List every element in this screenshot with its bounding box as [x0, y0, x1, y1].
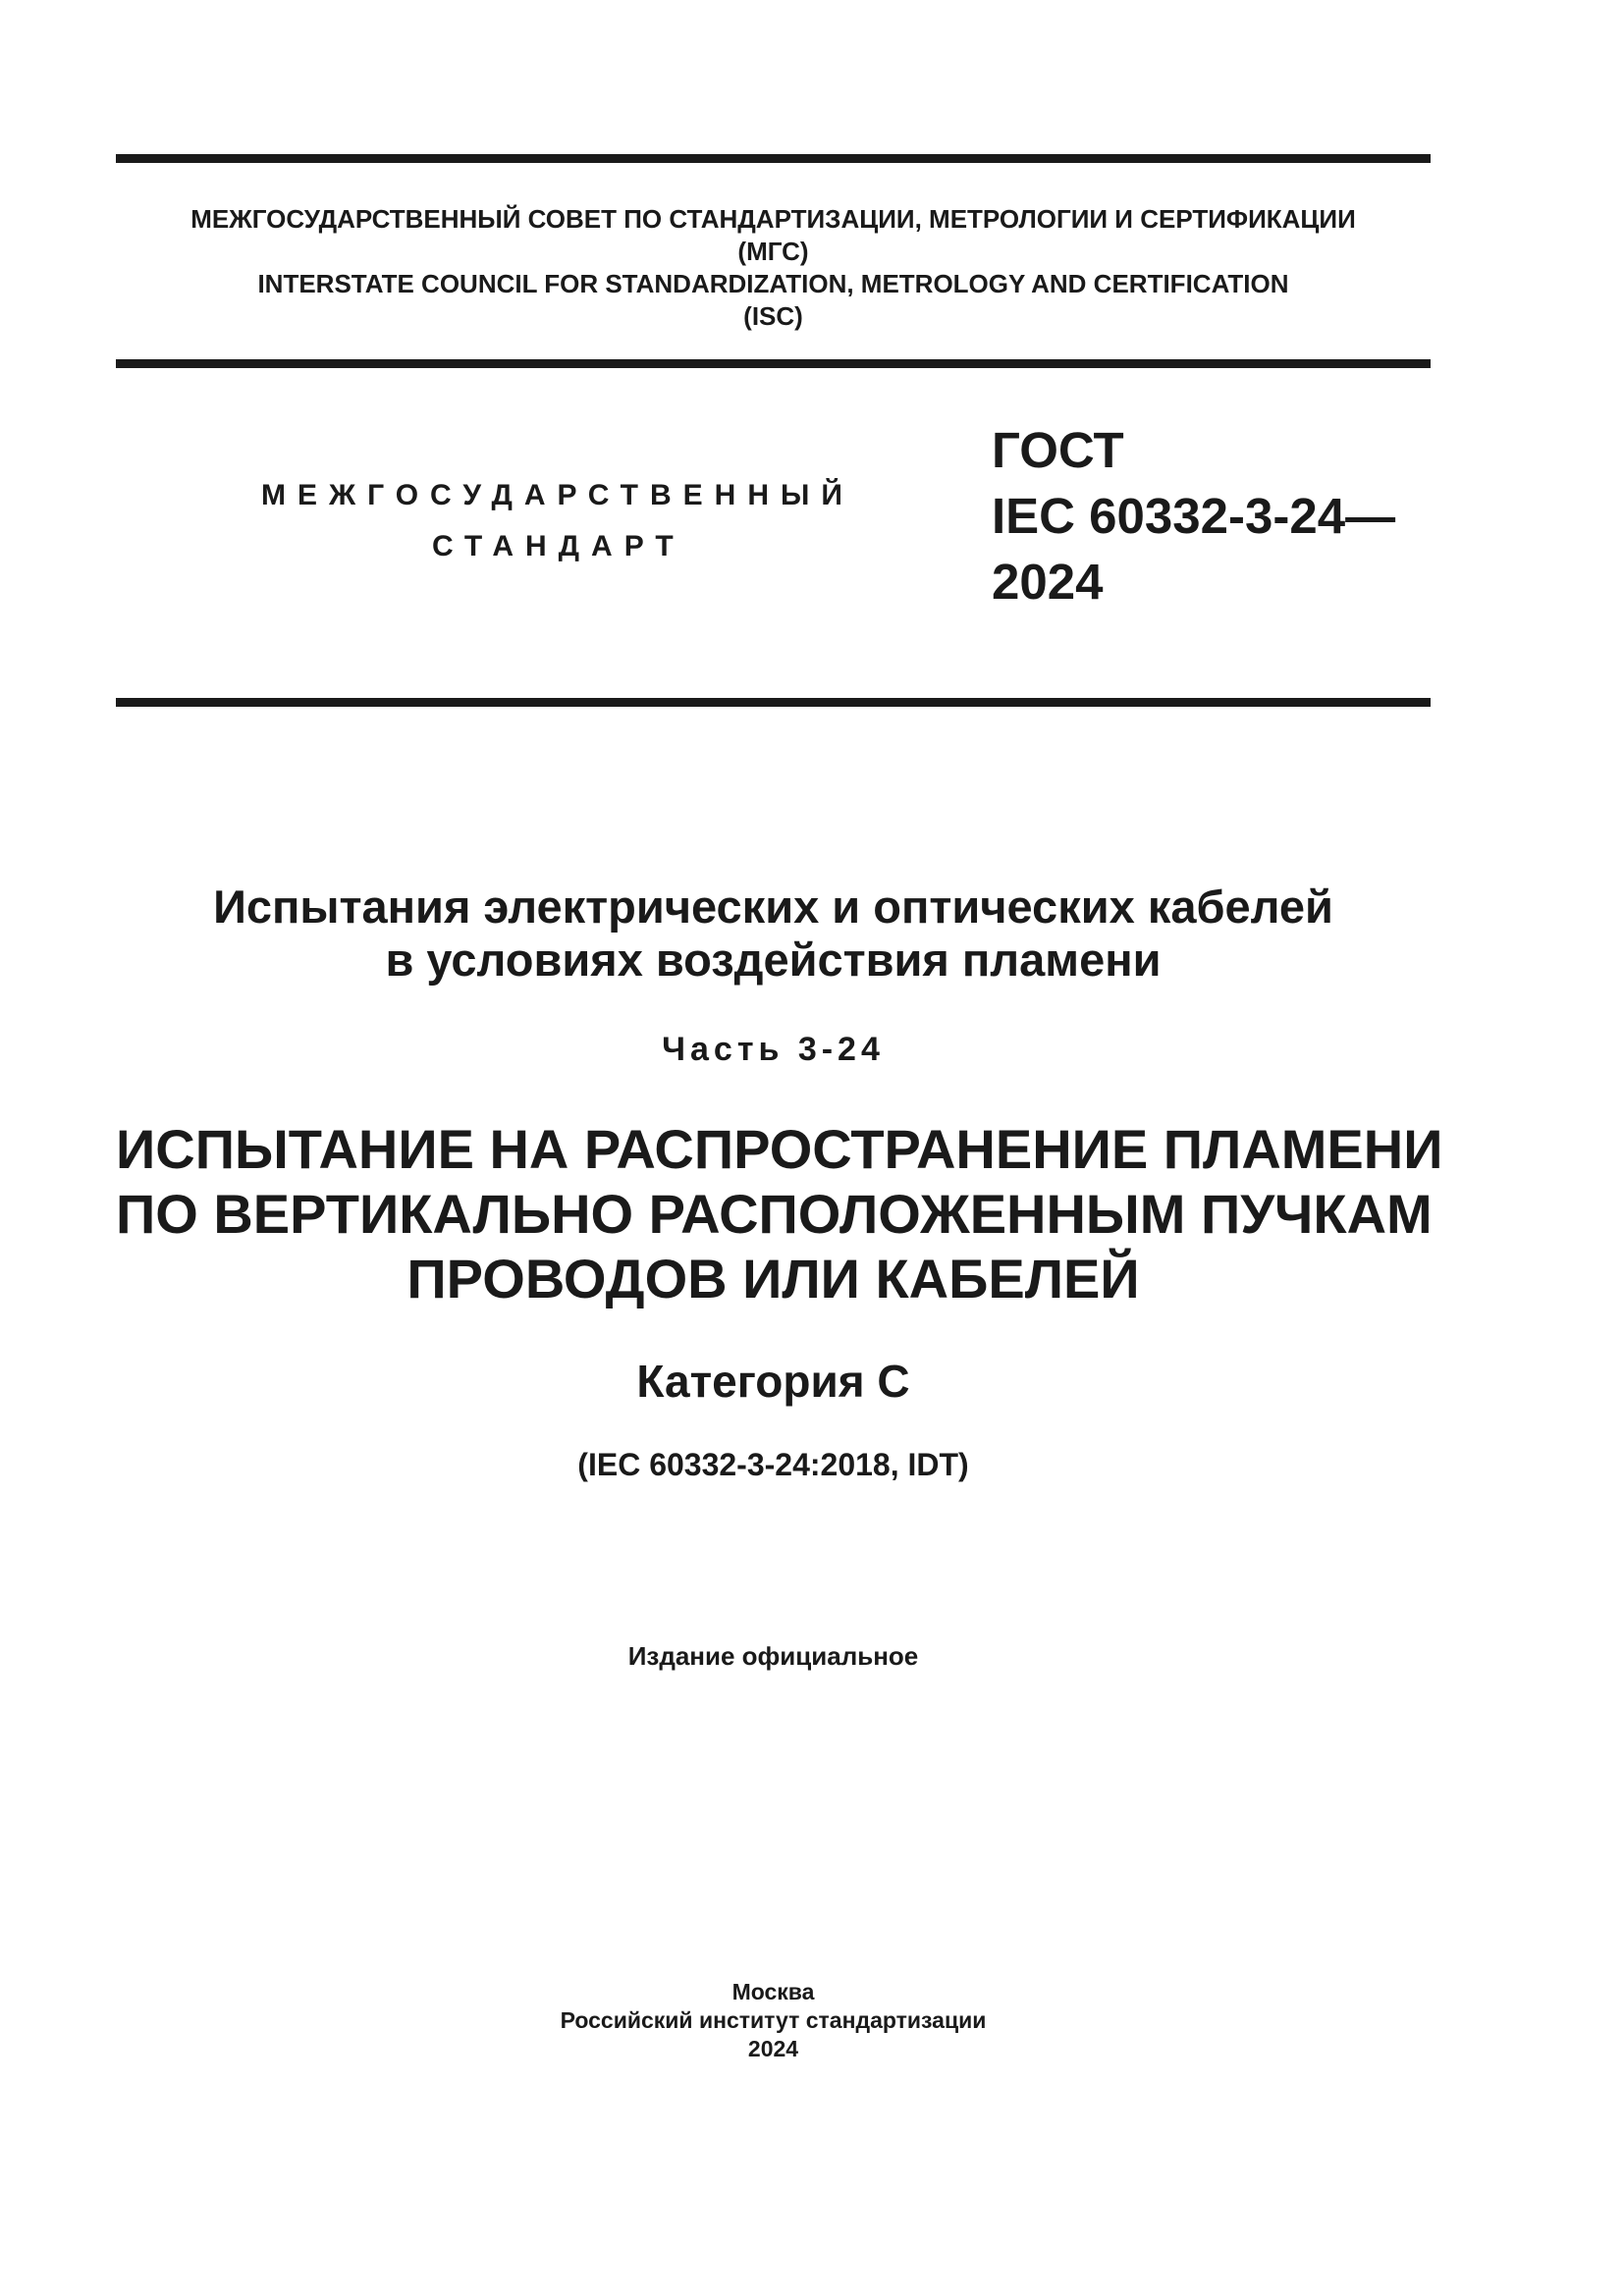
edition-note: Издание официальное — [627, 1641, 919, 1671]
designation-line2: IEC 60332-3-24— — [992, 488, 1396, 544]
designation-line1: ГОСТ — [992, 422, 1124, 478]
title-line2: в условиях воздействия пламени — [385, 934, 1162, 986]
council-abbr-ru: (МГС) — [737, 237, 809, 266]
publisher-block — [116, 1978, 1431, 2063]
title-line1: Испытания электрических и оптических кабелей — [213, 881, 1333, 933]
designation-line3: 2024 — [992, 554, 1104, 610]
council-name-ru: МЕЖГОСУДАРСТВЕННЫЙ СОВЕТ ПО СТАНДАРТИЗАЦИИ, МЕТРОЛОГИИ И СЕРТИФИКАЦИИ — [190, 204, 1356, 234]
publisher-name: Российский институт стандартизации — [560, 2007, 987, 2033]
council-name-en: INTERSTATE COUNCIL FOR STANDARDIZATION, METROLOGY AND CERTIFICATION — [257, 269, 1289, 298]
council-bottom-rule — [116, 359, 1431, 368]
standard-designation — [992, 417, 1395, 614]
publisher-city: Москва — [731, 1979, 815, 2004]
part-number: Часть 3-24 — [662, 1031, 885, 1068]
publisher-year: 2024 — [747, 2036, 799, 2061]
document-subtitle — [116, 1117, 1443, 1311]
council-header — [116, 203, 1431, 333]
council-abbr-en: (ISC) — [743, 301, 803, 331]
subtitle-line3: ПРОВОДОВ ИЛИ КАБЕЛЕЙ — [406, 1248, 1140, 1309]
iec-reference: (IEC 60332-3-24:2018, IDT) — [577, 1447, 969, 1482]
subtitle-line2: ПО ВЕРТИКАЛЬНО РАСПОЛОЖЕННЫМ ПУЧКАМ — [116, 1183, 1433, 1245]
top-rule — [116, 154, 1431, 163]
standard-type-line2: СТАНДАРТ — [432, 530, 685, 562]
category: Категория С — [636, 1356, 910, 1407]
standard-type-line1: МЕЖГОСУДАРСТВЕННЫЙ — [261, 479, 854, 511]
subtitle-line1: ИСПЫТАНИЕ НА РАСПРОСТРАНЕНИЕ ПЛАМЕНИ — [116, 1118, 1443, 1180]
document-title — [116, 881, 1431, 987]
designation-bottom-rule — [116, 698, 1431, 707]
